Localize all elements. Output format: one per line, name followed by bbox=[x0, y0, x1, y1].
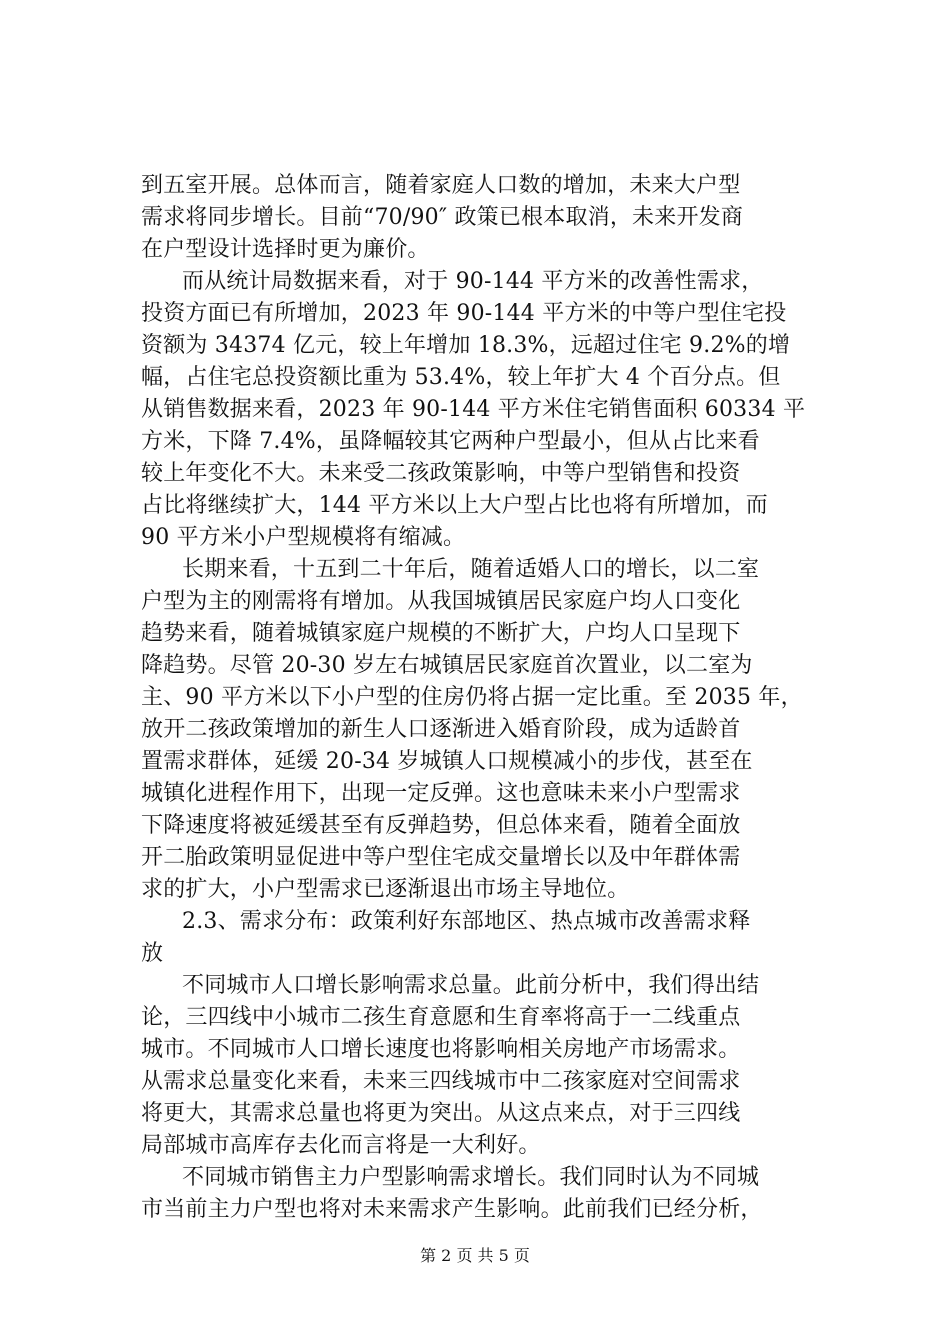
paragraph-start-line: 长期来看，十五到二十年后，随着适婚人口的增长，以二室 bbox=[182, 557, 760, 582]
text-line: 在户型设计选择时更为廉价。 bbox=[141, 237, 430, 262]
section-heading: 2.3、需求分布：政策利好东部地区、热点城市改善需求释 bbox=[182, 909, 751, 934]
text-line: 将更大，其需求总量也将更为突出。从这点来点，对于三四线 bbox=[141, 1101, 741, 1126]
text-line: 占比将继续扩大，144 平方米以上大户型占比也将有所增加，而 bbox=[141, 493, 768, 518]
text-line: 从销售数据来看，2023 年 90-144 平方米住宅销售面积 60334 平 bbox=[141, 397, 806, 422]
text-line: 开二胎政策明显促进中等户型住宅成交量增长以及中年群体需 bbox=[141, 845, 741, 870]
document-body bbox=[141, 170, 841, 1226]
text-line: 方米，下降 7.4%，虽降幅较其它两种户型最小，但从占比来看 bbox=[141, 429, 760, 454]
text-line: 资额为 34374 亿元，较上年增加 18.3%，远超过住宅 9.2%的增 bbox=[141, 333, 791, 358]
text-line: 幅，占住宅总投资额比重为 53.4%，较上年扩大 4 个百分点。但 bbox=[141, 365, 781, 390]
text-line: 需求将同步增长。目前“70/90″ 政策已根本取消，未来开发商 bbox=[141, 205, 744, 230]
text-line: 城市。不同城市人口增长速度也将影响相关房地产市场需求。 bbox=[141, 1037, 741, 1062]
text-line: 论，三四线中小城市二孩生育意愿和生育率将高于一二线重点 bbox=[141, 1005, 741, 1030]
text-line: 降趋势。尽管 20-30 岁左右城镇居民家庭首次置业，以二室为 bbox=[141, 653, 753, 678]
text-line: 下降速度将被延缓甚至有反弹趋势，但总体来看，随着全面放 bbox=[141, 813, 741, 838]
text-line: 置需求群体，延缓 20-34 岁城镇人口规模减小的步伐，甚至在 bbox=[141, 749, 753, 774]
text-line: 城镇化进程作用下，出现一定反弹。这也意味未来小户型需求 bbox=[141, 781, 741, 806]
paragraph-start-line: 不同城市销售主力户型影响需求增长。我们同时认为不同城 bbox=[182, 1165, 760, 1190]
text-line: 到五室开展。总体而言，随着家庭人口数的增加，未来大户型 bbox=[141, 173, 741, 198]
text-line: 求的扩大，小户型需求已逐渐退出市场主导地位。 bbox=[141, 877, 630, 902]
text-line: 户型为主的刚需将有增加。从我国城镇居民家庭户均人口变化 bbox=[141, 589, 741, 614]
section-heading-continued: 放 bbox=[141, 941, 164, 966]
text-line: 从需求总量变化来看，未来三四线城市中二孩家庭对空间需求 bbox=[141, 1069, 741, 1094]
text-line: 较上年变化不大。未来受二孩政策影响，中等户型销售和投资 bbox=[141, 461, 741, 486]
text-line: 局部城市高库存去化而言将是一大利好。 bbox=[141, 1133, 541, 1158]
text-line: 投资方面已有所增加，2023 年 90-144 平方米的中等户型住宅投 bbox=[141, 301, 787, 326]
text-line: 90 平方米小户型规模将有缩减。 bbox=[141, 525, 466, 550]
text-line: 主、90 平方米以下小户型的住房仍将占据一定比重。至 2035 年， bbox=[141, 685, 803, 710]
paragraph-start-line: 而从统计局数据来看，对于 90-144 平方米的改善性需求， bbox=[182, 269, 764, 294]
text-line: 市当前主力户型也将对未来需求产生影响。此前我们已经分析， bbox=[141, 1197, 763, 1222]
paragraph-start-line: 不同城市人口增长影响需求总量。此前分析中，我们得出结 bbox=[182, 973, 760, 998]
page-number-footer: 第 2 页 共 5 页 bbox=[420, 1246, 530, 1265]
text-line: 放开二孩政策增加的新生人口逐渐进入婚育阶段，成为适龄首 bbox=[141, 717, 741, 742]
text-line: 趋势来看，随着城镇家庭户规模的不断扩大，户均人口呈现下 bbox=[141, 621, 741, 646]
